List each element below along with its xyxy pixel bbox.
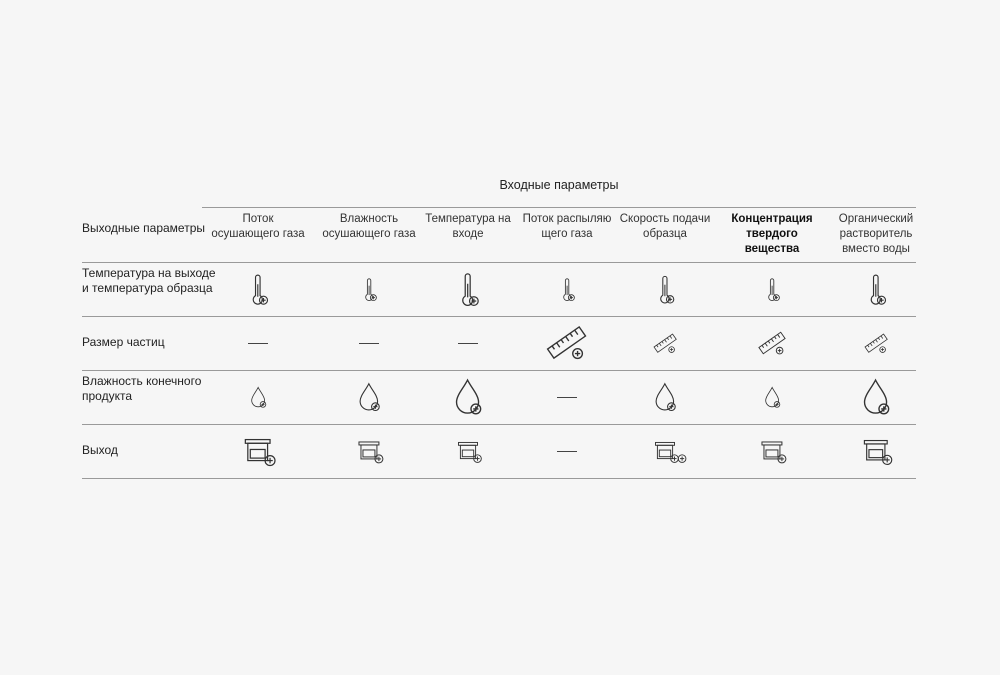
row-label: Температура на выходе и температура образца bbox=[82, 266, 216, 295]
droplet-icon bbox=[756, 381, 788, 413]
effect-cell bbox=[228, 262, 288, 316]
thermometer-icon bbox=[443, 264, 492, 313]
column-header: Температура на входе bbox=[425, 213, 511, 240]
effect-cell bbox=[228, 370, 288, 424]
table-row bbox=[82, 370, 916, 425]
effect-cell bbox=[846, 316, 906, 370]
no-effect-cell bbox=[438, 316, 498, 370]
thermometer-icon bbox=[755, 272, 789, 306]
effect-cell bbox=[537, 316, 597, 370]
effect-cell bbox=[339, 424, 399, 478]
dash-icon bbox=[359, 343, 379, 344]
row-header-title: Выходные параметры bbox=[82, 221, 206, 235]
thermometer-icon bbox=[550, 272, 584, 306]
row-label: Выход bbox=[82, 443, 118, 457]
column-header: Поток осушающего газа bbox=[211, 213, 305, 240]
effect-cell bbox=[846, 262, 906, 316]
no-effect-cell bbox=[228, 316, 288, 370]
thermometer-icon bbox=[644, 268, 686, 310]
table-header bbox=[82, 208, 916, 263]
effect-cell bbox=[438, 370, 498, 424]
container-icon bbox=[349, 431, 389, 471]
row-label: Влажность конечного продукта bbox=[82, 374, 202, 403]
effect-cell bbox=[846, 424, 906, 478]
dash-icon bbox=[557, 397, 577, 398]
table-row bbox=[82, 424, 916, 479]
thermometer-icon bbox=[235, 266, 281, 312]
container-icon bbox=[646, 432, 684, 470]
thermometer-icon bbox=[352, 272, 386, 306]
effect-cell bbox=[635, 370, 695, 424]
super-header: Входные параметры bbox=[499, 178, 619, 192]
dash-icon bbox=[557, 451, 577, 452]
effect-cell bbox=[846, 370, 906, 424]
droplet-icon bbox=[848, 369, 903, 424]
column-header: Влажность осушающего газа bbox=[322, 213, 416, 240]
table-row bbox=[82, 262, 916, 317]
dash-icon bbox=[458, 343, 478, 344]
effect-cell bbox=[438, 424, 498, 478]
effect-cell bbox=[339, 262, 399, 316]
column-header: Органический растворитель вместо воды bbox=[838, 213, 914, 255]
dash-icon bbox=[248, 343, 268, 344]
droplet-icon bbox=[643, 375, 687, 419]
column-header: Поток распыляю щего газа bbox=[522, 213, 612, 240]
droplet-icon bbox=[440, 369, 495, 424]
effect-cell bbox=[635, 424, 695, 478]
column-header: Скорость подачи образца bbox=[619, 213, 711, 240]
ruler-icon bbox=[753, 324, 791, 362]
effect-cell bbox=[339, 370, 399, 424]
effect-cell bbox=[742, 262, 802, 316]
thermometer-icon bbox=[853, 266, 899, 312]
droplet-icon bbox=[347, 375, 391, 419]
effect-cell bbox=[742, 424, 802, 478]
effect-cell bbox=[438, 262, 498, 316]
effect-cell bbox=[228, 424, 288, 478]
effect-cell bbox=[537, 262, 597, 316]
row-label: Размер частиц bbox=[82, 335, 165, 349]
container-icon bbox=[233, 426, 282, 475]
no-effect-cell bbox=[339, 316, 399, 370]
container-icon bbox=[752, 431, 792, 471]
effect-cell bbox=[742, 316, 802, 370]
effect-cell bbox=[635, 316, 695, 370]
container-icon bbox=[449, 432, 487, 470]
droplet-icon bbox=[242, 381, 274, 413]
no-effect-cell bbox=[537, 424, 597, 478]
ruler-icon bbox=[860, 327, 892, 359]
no-effect-cell bbox=[537, 370, 597, 424]
effect-cell bbox=[635, 262, 695, 316]
table-row bbox=[82, 316, 916, 371]
ruler-icon bbox=[539, 315, 594, 370]
effect-cell bbox=[742, 370, 802, 424]
column-header: Концентрация твердого вещества bbox=[731, 213, 813, 255]
container-icon bbox=[853, 428, 899, 474]
ruler-icon bbox=[649, 327, 681, 359]
